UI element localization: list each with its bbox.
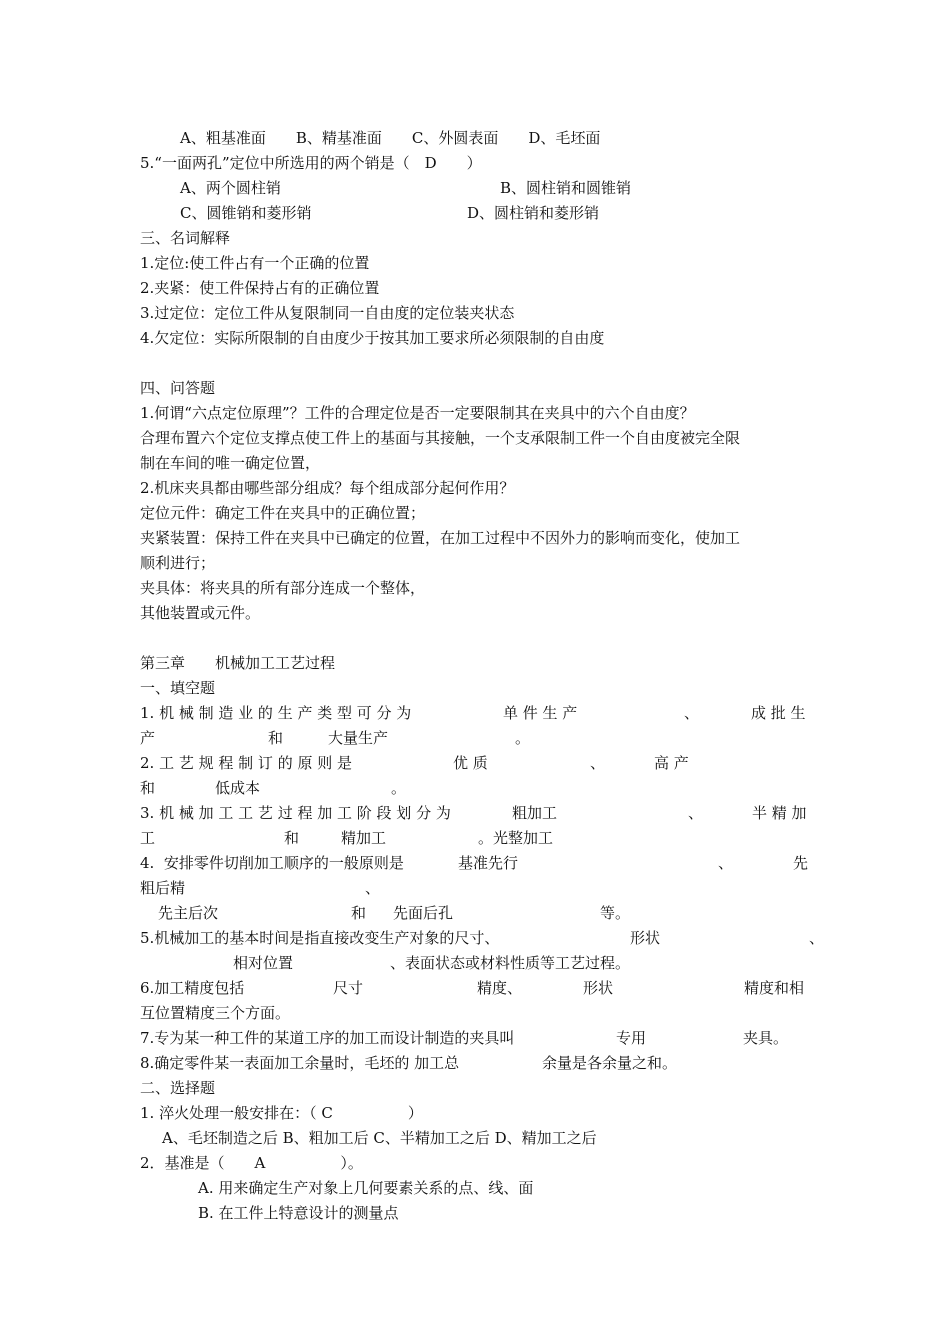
fill-line: 、 [590,754,606,772]
fill-line: 精度、 [477,979,523,997]
fill-line: 8.确定零件某一表面加工余量时，毛坯的 加工总 [140,1054,460,1072]
fill-line: 7.专为某一种工件的某道工序的加工而设计制造的夹具叫 [140,1029,515,1047]
fill-answer: 低成本 [215,779,261,797]
fill-line: 、 [718,854,734,872]
fill-line: 5.机械加工的基本时间是指直接改变生产对象的尺寸、 [140,929,500,947]
fill-answer: 尺寸 [333,979,364,997]
fill-line: 互位置精度三个方面。 [140,1004,291,1022]
chapter-title: 第三章 机械加工工艺过程 [140,654,336,672]
fill-line: 、表面状态或材料性质等工艺过程。 [390,954,631,972]
fill-line: 和 [351,904,367,922]
fill-answer: 形状 [583,979,614,997]
fill-answer: 精加工 [341,829,387,847]
fill-line: 6.加工精度包括 [140,979,245,997]
fill-answer: 单 件 生 产 [503,704,578,722]
fill-answer: 产 [140,729,156,747]
option-b: B. 在工件上特意设计的测量点 [198,1204,399,1222]
answer-line: 夹紧装置：保持工件在夹具中已确定的位置，在加工过程中不因外力的影响而变化，使加工 [140,529,741,547]
section-heading: 二、选择题 [140,1079,216,1097]
question-line: 2．基准是（ A ）。 [140,1154,363,1172]
fill-line: 。 [515,729,531,747]
fill-line: 等。 [600,904,631,922]
fill-line: 1. 机 械 制 造 业 的 生 产 类 型 可 分 为 [140,704,412,722]
definition-line: 2.夹紧：使工件保持占有的正确位置 [140,279,380,297]
fill-answer: 相对位置 [233,954,294,972]
fill-line: 精度和相 [744,979,805,997]
option-d: D、圆柱销和菱形销 [467,204,600,222]
option-c: C、圆锥销和菱形销 [180,204,312,222]
fill-line: 夹具。 [743,1029,789,1047]
fill-answer: 半 精 加 [752,804,807,822]
answer-line: 顺利进行； [140,554,216,572]
fill-line: 和 [268,729,284,747]
fill-answer: 。光整加工 [478,829,554,847]
fill-line: 、 [684,704,700,722]
answer-line: 合理布置六个定位支撑点使工件上的基面与其接触，一个支承限制工件一个自由度被完全限 [140,429,741,447]
answer-line: 定位元件：确定工件在夹具中的正确位置； [140,504,426,522]
section-heading: 四、问答题 [140,379,216,397]
fill-answer: 高 产 [654,754,689,772]
definition-line: 4.欠定位：实际所限制的自由度少于按其加工要求所必须限制的自由度 [140,329,605,347]
fill-line: 和 [140,779,156,797]
fill-line: 、 [688,804,704,822]
answer-line: 夹具体：将夹具的所有部分连成一个整体， [140,579,426,597]
fill-answer: 专用 [616,1029,647,1047]
fill-line: 和 [284,829,300,847]
answer-line: 制在车间的唯一确定位置， [140,454,321,472]
section-heading: 一、填空题 [140,679,216,697]
question-line: 1.何谓“六点定位原理”？工件的合理定位是否一定要限制其在夹具中的六个自由度？ [140,404,695,422]
definition-line: 1.定位:使工件占有一个正确的位置 [140,254,370,272]
option-b: B、圆柱销和圆锥销 [500,179,632,197]
option-line: A、毛坯制造之后 B、粗加工后 C、半精加工之后 D、精加工之后 [162,1129,597,1147]
fill-answer: 形状 [630,929,661,947]
fill-answer: 先 [793,854,809,872]
fill-line: 余量是各余量之和。 [542,1054,678,1072]
fill-answer: 基准先行 [458,854,519,872]
fill-answer: 粗加工 [512,804,558,822]
fill-line: 、 [809,929,825,947]
fill-line: 、 [365,879,381,897]
question-line: 2.机床夹具都由哪些部分组成？每个组成部分起何作用？ [140,479,515,497]
question-line: 1. 淬火处理一般安排在：（ C ） [140,1104,423,1122]
fill-answer: 优 质 [453,754,488,772]
option-a: A、两个圆柱销 [180,179,281,197]
fill-answer: 成 批 生 [751,704,806,722]
fill-line: 4. 安排零件切削加工顺序的一般原则是 [140,854,404,872]
fill-line: 。 [391,779,407,797]
fill-line: 2. 工 艺 规 程 制 订 的 原 则 是 [140,754,352,772]
fill-answer: 先主后次 [158,904,219,922]
section-heading: 三、名词解释 [140,229,231,247]
answer-line: 其他装置或元件。 [140,604,261,622]
option-line: A、粗基准面 B、精基准面 C、外圆表面 D、毛坯面 [180,129,601,147]
option-a: A. 用来确定生产对象上几何要素关系的点、线、面 [198,1179,534,1197]
fill-answer: 大量生产 [328,729,389,747]
question-5: 5.“一面两孔”定位中所选用的两个销是（ D ） [140,154,482,172]
fill-answer: 先面后孔 [393,904,454,922]
fill-answer: 工 [140,829,156,847]
fill-line: 3. 机 械 加 工 工 艺 过 程 加 工 阶 段 划 分 为 [140,804,451,822]
definition-line: 3.过定位：定位工件从复限制同一自由度的定位装夹状态 [140,304,515,322]
fill-answer: 粗后精 [140,879,186,897]
